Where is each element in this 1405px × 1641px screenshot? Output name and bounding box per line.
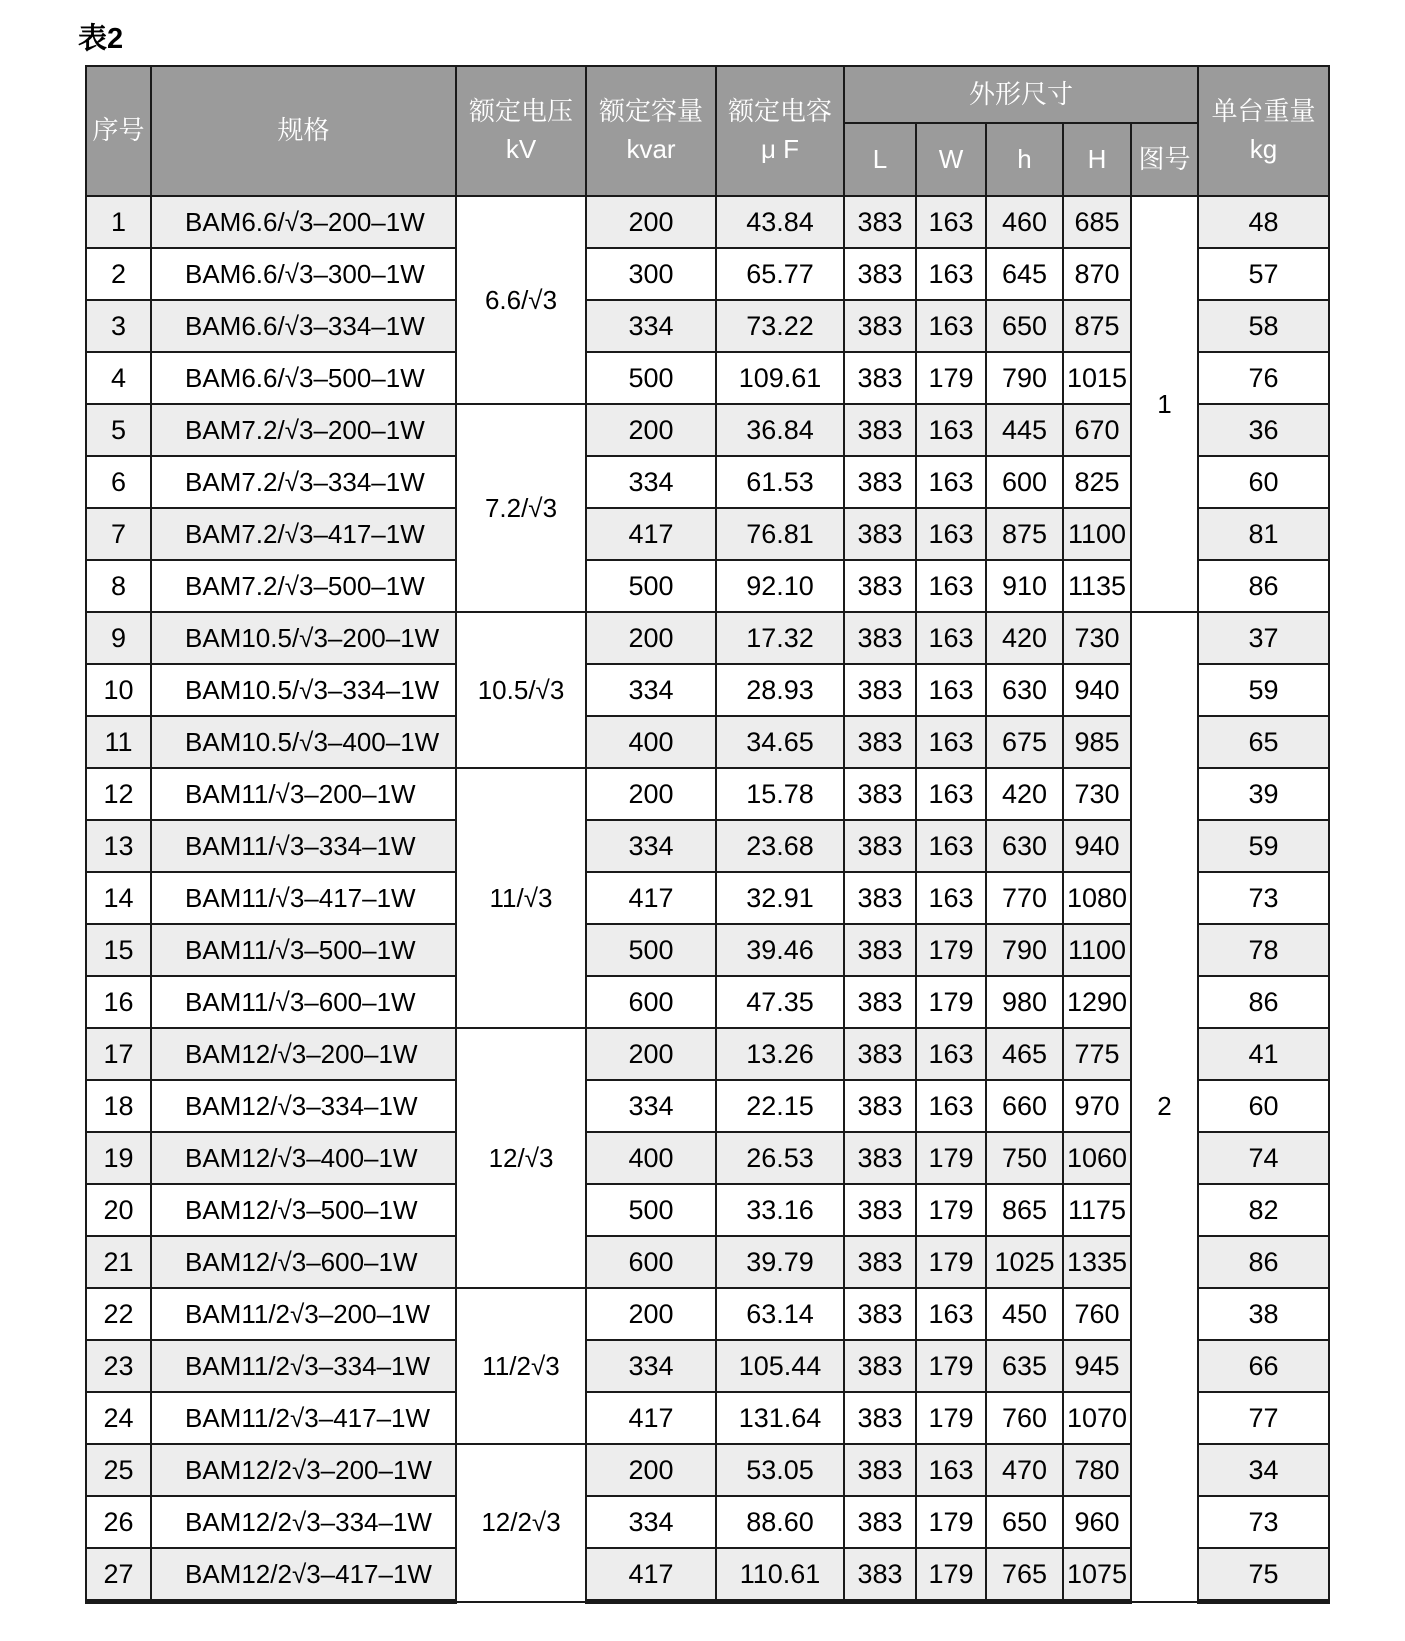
dim-l-cell: 383	[844, 1080, 916, 1132]
capacity-cell: 334	[586, 300, 716, 352]
capacitance-cell: 73.22	[716, 300, 844, 352]
dim-w-cell: 163	[916, 768, 986, 820]
dim-l-cell: 383	[844, 456, 916, 508]
capacity-cell: 200	[586, 404, 716, 456]
capacitance-cell: 105.44	[716, 1340, 844, 1392]
capacitance-cell: 39.46	[716, 924, 844, 976]
dim-h-cell: 470	[986, 1444, 1063, 1496]
capacitance-cell: 32.91	[716, 872, 844, 924]
voltage-cell: 11/√3	[456, 768, 586, 1028]
capacitance-cell: 23.68	[716, 820, 844, 872]
serial-cell: 19	[86, 1132, 151, 1184]
dim-w-cell: 163	[916, 716, 986, 768]
dim-l-cell: 383	[844, 1288, 916, 1340]
dim-hh-cell: 1175	[1063, 1184, 1131, 1236]
spec-cell: BAM12/√3–600–1W	[151, 1236, 456, 1288]
serial-cell: 1	[86, 196, 151, 248]
dim-l-cell: 383	[844, 196, 916, 248]
dim-h-cell: 645	[986, 248, 1063, 300]
dim-w-cell: 163	[916, 456, 986, 508]
serial-cell: 4	[86, 352, 151, 404]
dim-h-cell: 875	[986, 508, 1063, 560]
header-line-2: kg	[1249, 134, 1278, 164]
spec-cell: BAM6.6/√3–334–1W	[151, 300, 456, 352]
capacitance-cell: 33.16	[716, 1184, 844, 1236]
dim-h-cell: 760	[986, 1392, 1063, 1444]
capacity-cell: 417	[586, 872, 716, 924]
header-line-1: 额定电容	[727, 96, 832, 127]
dim-h-cell: 790	[986, 352, 1063, 404]
capacity-cell: 200	[586, 1444, 716, 1496]
serial-cell: 26	[86, 1496, 151, 1548]
dim-w-cell: 163	[916, 872, 986, 924]
dim-w-cell: 163	[916, 664, 986, 716]
spec-cell: BAM12/2√3–200–1W	[151, 1444, 456, 1496]
header-line-1: 额定电压	[468, 96, 573, 127]
dim-h-cell: 460	[986, 196, 1063, 248]
col-header-weight	[1198, 66, 1329, 196]
weight-cell: 75	[1198, 1548, 1329, 1602]
col-header-dimensions: 外形尺寸	[844, 66, 1198, 123]
spec-cell: BAM11/2√3–334–1W	[151, 1340, 456, 1392]
capacity-cell: 334	[586, 1496, 716, 1548]
capacity-cell: 600	[586, 976, 716, 1028]
capacitance-cell: 88.60	[716, 1496, 844, 1548]
serial-cell: 27	[86, 1548, 151, 1602]
dim-w-cell: 179	[916, 924, 986, 976]
col-header-spec: 规格	[151, 66, 456, 196]
dim-h-cell: 600	[986, 456, 1063, 508]
weight-cell: 39	[1198, 768, 1329, 820]
weight-cell: 58	[1198, 300, 1329, 352]
weight-cell: 86	[1198, 560, 1329, 612]
dim-hh-cell: 1080	[1063, 872, 1131, 924]
serial-cell: 20	[86, 1184, 151, 1236]
capacitance-cell: 63.14	[716, 1288, 844, 1340]
capacitance-cell: 61.53	[716, 456, 844, 508]
weight-cell: 86	[1198, 976, 1329, 1028]
dim-hh-cell: 1290	[1063, 976, 1131, 1028]
dim-hh-cell: 730	[1063, 612, 1131, 664]
dim-w-cell: 163	[916, 612, 986, 664]
dim-hh-cell: 1070	[1063, 1392, 1131, 1444]
col-header-capacitance	[716, 66, 844, 196]
dim-h-cell: 750	[986, 1132, 1063, 1184]
weight-cell: 60	[1198, 1080, 1329, 1132]
weight-cell: 74	[1198, 1132, 1329, 1184]
dim-l-cell: 383	[844, 1444, 916, 1496]
dim-hh-cell: 1135	[1063, 560, 1131, 612]
serial-cell: 7	[86, 508, 151, 560]
dim-hh-cell: 1335	[1063, 1236, 1131, 1288]
voltage-cell: 10.5/√3	[456, 612, 586, 768]
capacitance-cell: 28.93	[716, 664, 844, 716]
voltage-cell: 12/√3	[456, 1028, 586, 1288]
dim-l-cell: 383	[844, 664, 916, 716]
spec-cell: BAM6.6/√3–500–1W	[151, 352, 456, 404]
dim-l-cell: 383	[844, 404, 916, 456]
dim-w-cell: 179	[916, 1496, 986, 1548]
dim-hh-cell: 1100	[1063, 924, 1131, 976]
capacitance-cell: 26.53	[716, 1132, 844, 1184]
spec-cell: BAM7.2/√3–417–1W	[151, 508, 456, 560]
spec-cell: BAM7.2/√3–334–1W	[151, 456, 456, 508]
dim-h-cell: 765	[986, 1548, 1063, 1602]
weight-cell: 59	[1198, 664, 1329, 716]
spec-cell: BAM11/2√3–200–1W	[151, 1288, 456, 1340]
spec-cell: BAM10.5/√3–200–1W	[151, 612, 456, 664]
capacity-cell: 200	[586, 768, 716, 820]
serial-cell: 12	[86, 768, 151, 820]
table-body	[86, 196, 1329, 1602]
voltage-cell: 12/2√3	[456, 1444, 586, 1602]
dim-w-cell: 179	[916, 976, 986, 1028]
capacitance-cell: 15.78	[716, 768, 844, 820]
dim-w-cell: 163	[916, 248, 986, 300]
dim-l-cell: 383	[844, 924, 916, 976]
weight-cell: 73	[1198, 1496, 1329, 1548]
dim-w-cell: 163	[916, 300, 986, 352]
dim-w-cell: 179	[916, 1236, 986, 1288]
weight-cell: 38	[1198, 1288, 1329, 1340]
dim-h-cell: 865	[986, 1184, 1063, 1236]
table-header	[86, 66, 1329, 196]
dim-l-cell: 383	[844, 716, 916, 768]
weight-cell: 48	[1198, 196, 1329, 248]
capacitance-cell: 17.32	[716, 612, 844, 664]
dim-hh-cell: 825	[1063, 456, 1131, 508]
dim-hh-cell: 875	[1063, 300, 1131, 352]
capacity-cell: 417	[586, 1392, 716, 1444]
serial-cell: 11	[86, 716, 151, 768]
dim-w-cell: 163	[916, 404, 986, 456]
dim-h-cell: 465	[986, 1028, 1063, 1080]
dim-w-cell: 179	[916, 1548, 986, 1602]
header-line-1: 单台重量	[1211, 96, 1316, 127]
serial-cell: 8	[86, 560, 151, 612]
dim-w-cell: 163	[916, 1444, 986, 1496]
capacitance-cell: 109.61	[716, 352, 844, 404]
dim-h-cell: 420	[986, 612, 1063, 664]
weight-cell: 81	[1198, 508, 1329, 560]
capacity-cell: 400	[586, 716, 716, 768]
capacitance-cell: 43.84	[716, 196, 844, 248]
dim-hh-cell: 685	[1063, 196, 1131, 248]
dim-l-cell: 383	[844, 1184, 916, 1236]
capacitance-cell: 39.79	[716, 1236, 844, 1288]
dim-w-cell: 163	[916, 1288, 986, 1340]
spec-cell: BAM12/√3–200–1W	[151, 1028, 456, 1080]
spec-cell: BAM12/2√3–417–1W	[151, 1548, 456, 1602]
dim-h-cell: 675	[986, 716, 1063, 768]
dim-w-cell: 163	[916, 820, 986, 872]
dim-h-cell: 420	[986, 768, 1063, 820]
capacity-cell: 600	[586, 1236, 716, 1288]
dim-hh-cell: 870	[1063, 248, 1131, 300]
dim-l-cell: 383	[844, 1340, 916, 1392]
dim-l-cell: 383	[844, 872, 916, 924]
capacity-cell: 500	[586, 924, 716, 976]
serial-cell: 3	[86, 300, 151, 352]
figure-cell: 2	[1131, 612, 1198, 1602]
spec-table	[85, 65, 1330, 1604]
dim-h-cell: 650	[986, 1496, 1063, 1548]
dim-w-cell: 179	[916, 352, 986, 404]
col-header-dim-l: L	[844, 123, 916, 196]
capacitance-cell: 34.65	[716, 716, 844, 768]
capacity-cell: 200	[586, 1028, 716, 1080]
col-header-dim-w: W	[916, 123, 986, 196]
col-header-voltage	[456, 66, 586, 196]
dim-w-cell: 163	[916, 508, 986, 560]
capacity-cell: 200	[586, 1288, 716, 1340]
capacitance-cell: 47.35	[716, 976, 844, 1028]
capacitance-cell: 131.64	[716, 1392, 844, 1444]
spec-cell: BAM11/2√3–417–1W	[151, 1392, 456, 1444]
serial-cell: 2	[86, 248, 151, 300]
dim-hh-cell: 670	[1063, 404, 1131, 456]
header-line-2: kvar	[626, 134, 676, 164]
dim-hh-cell: 1015	[1063, 352, 1131, 404]
serial-cell: 18	[86, 1080, 151, 1132]
capacitance-cell: 110.61	[716, 1548, 844, 1602]
dim-l-cell: 383	[844, 248, 916, 300]
capacitance-cell: 13.26	[716, 1028, 844, 1080]
dim-h-cell: 630	[986, 664, 1063, 716]
capacitance-cell: 36.84	[716, 404, 844, 456]
dim-l-cell: 383	[844, 1548, 916, 1602]
capacity-cell: 417	[586, 508, 716, 560]
serial-cell: 14	[86, 872, 151, 924]
weight-cell: 78	[1198, 924, 1329, 976]
capacity-cell: 417	[586, 1548, 716, 1602]
weight-cell: 60	[1198, 456, 1329, 508]
serial-cell: 15	[86, 924, 151, 976]
spec-cell: BAM10.5/√3–400–1W	[151, 716, 456, 768]
header-line-2: kV	[505, 134, 537, 164]
capacity-cell: 334	[586, 1080, 716, 1132]
serial-cell: 16	[86, 976, 151, 1028]
dim-l-cell: 383	[844, 1028, 916, 1080]
table-row	[86, 196, 1329, 248]
dim-w-cell: 163	[916, 196, 986, 248]
capacity-cell: 300	[586, 248, 716, 300]
dim-w-cell: 179	[916, 1184, 986, 1236]
spec-cell: BAM11/√3–200–1W	[151, 768, 456, 820]
table-row	[86, 612, 1329, 664]
voltage-cell: 7.2/√3	[456, 404, 586, 612]
header-line-2: μ F	[760, 134, 800, 164]
serial-cell: 10	[86, 664, 151, 716]
dim-l-cell: 383	[844, 1496, 916, 1548]
figure-cell: 1	[1131, 196, 1198, 612]
dim-hh-cell: 1060	[1063, 1132, 1131, 1184]
capacitance-cell: 53.05	[716, 1444, 844, 1496]
spec-cell: BAM6.6/√3–300–1W	[151, 248, 456, 300]
weight-cell: 86	[1198, 1236, 1329, 1288]
dim-w-cell: 163	[916, 560, 986, 612]
spec-cell: BAM12/√3–400–1W	[151, 1132, 456, 1184]
dim-hh-cell: 970	[1063, 1080, 1131, 1132]
dim-w-cell: 163	[916, 1028, 986, 1080]
weight-cell: 37	[1198, 612, 1329, 664]
serial-cell: 6	[86, 456, 151, 508]
spec-cell: BAM6.6/√3–200–1W	[151, 196, 456, 248]
dim-hh-cell: 945	[1063, 1340, 1131, 1392]
dim-l-cell: 383	[844, 352, 916, 404]
dim-h-cell: 790	[986, 924, 1063, 976]
header-line-1: 额定容量	[598, 96, 703, 127]
weight-cell: 57	[1198, 248, 1329, 300]
capacitance-cell: 65.77	[716, 248, 844, 300]
dim-l-cell: 383	[844, 768, 916, 820]
serial-cell: 21	[86, 1236, 151, 1288]
spec-cell: BAM11/√3–600–1W	[151, 976, 456, 1028]
dim-h-cell: 635	[986, 1340, 1063, 1392]
dim-h-cell: 980	[986, 976, 1063, 1028]
serial-cell: 17	[86, 1028, 151, 1080]
spec-cell: BAM12/√3–500–1W	[151, 1184, 456, 1236]
dim-h-cell: 650	[986, 300, 1063, 352]
serial-cell: 5	[86, 404, 151, 456]
dim-l-cell: 383	[844, 820, 916, 872]
spec-cell: BAM12/√3–334–1W	[151, 1080, 456, 1132]
dim-l-cell: 383	[844, 1236, 916, 1288]
capacity-cell: 400	[586, 1132, 716, 1184]
capacitance-cell: 22.15	[716, 1080, 844, 1132]
capacity-cell: 500	[586, 560, 716, 612]
dim-w-cell: 179	[916, 1392, 986, 1444]
spec-cell: BAM10.5/√3–334–1W	[151, 664, 456, 716]
col-header-serial: 序号	[86, 66, 151, 196]
spec-cell: BAM12/2√3–334–1W	[151, 1496, 456, 1548]
capacity-cell: 500	[586, 1184, 716, 1236]
spec-cell: BAM11/√3–334–1W	[151, 820, 456, 872]
capacitance-cell: 76.81	[716, 508, 844, 560]
weight-cell: 82	[1198, 1184, 1329, 1236]
dim-hh-cell: 775	[1063, 1028, 1131, 1080]
weight-cell: 65	[1198, 716, 1329, 768]
spec-cell: BAM11/√3–417–1W	[151, 872, 456, 924]
serial-cell: 24	[86, 1392, 151, 1444]
dim-h-cell: 630	[986, 820, 1063, 872]
spec-cell: BAM7.2/√3–200–1W	[151, 404, 456, 456]
dim-h-cell: 770	[986, 872, 1063, 924]
capacity-cell: 334	[586, 664, 716, 716]
capacity-cell: 200	[586, 612, 716, 664]
weight-cell: 73	[1198, 872, 1329, 924]
capacitance-cell: 92.10	[716, 560, 844, 612]
serial-cell: 13	[86, 820, 151, 872]
dim-l-cell: 383	[844, 1132, 916, 1184]
dim-h-cell: 660	[986, 1080, 1063, 1132]
weight-cell: 41	[1198, 1028, 1329, 1080]
col-header-dim-hh: H	[1063, 123, 1131, 196]
dim-hh-cell: 985	[1063, 716, 1131, 768]
dim-hh-cell: 780	[1063, 1444, 1131, 1496]
dim-l-cell: 383	[844, 508, 916, 560]
dim-hh-cell: 730	[1063, 768, 1131, 820]
dim-l-cell: 383	[844, 976, 916, 1028]
weight-cell: 66	[1198, 1340, 1329, 1392]
spec-cell: BAM7.2/√3–500–1W	[151, 560, 456, 612]
weight-cell: 59	[1198, 820, 1329, 872]
dim-w-cell: 163	[916, 1080, 986, 1132]
voltage-cell: 6.6/√3	[456, 196, 586, 404]
spec-cell: BAM11/√3–500–1W	[151, 924, 456, 976]
voltage-cell: 11/2√3	[456, 1288, 586, 1444]
dim-hh-cell: 960	[1063, 1496, 1131, 1548]
capacity-cell: 334	[586, 1340, 716, 1392]
weight-cell: 76	[1198, 352, 1329, 404]
capacity-cell: 200	[586, 196, 716, 248]
weight-cell: 36	[1198, 404, 1329, 456]
capacity-cell: 334	[586, 820, 716, 872]
dim-l-cell: 383	[844, 612, 916, 664]
header-row-main	[86, 66, 1329, 123]
dim-hh-cell: 1075	[1063, 1548, 1131, 1602]
dim-hh-cell: 940	[1063, 664, 1131, 716]
col-header-figure: 图号	[1131, 123, 1198, 196]
weight-cell: 77	[1198, 1392, 1329, 1444]
serial-cell: 9	[86, 612, 151, 664]
dim-h-cell: 450	[986, 1288, 1063, 1340]
serial-cell: 25	[86, 1444, 151, 1496]
page-title: 表2	[78, 23, 124, 55]
dim-w-cell: 179	[916, 1340, 986, 1392]
col-header-dim-h: h	[986, 123, 1063, 196]
dim-h-cell: 445	[986, 404, 1063, 456]
serial-cell: 23	[86, 1340, 151, 1392]
dim-w-cell: 179	[916, 1132, 986, 1184]
dim-l-cell: 383	[844, 300, 916, 352]
serial-cell: 22	[86, 1288, 151, 1340]
weight-cell: 34	[1198, 1444, 1329, 1496]
dim-h-cell: 1025	[986, 1236, 1063, 1288]
capacity-cell: 334	[586, 456, 716, 508]
capacity-cell: 500	[586, 352, 716, 404]
dim-l-cell: 383	[844, 560, 916, 612]
dim-h-cell: 910	[986, 560, 1063, 612]
dim-hh-cell: 760	[1063, 1288, 1131, 1340]
dim-hh-cell: 940	[1063, 820, 1131, 872]
col-header-capacity	[586, 66, 716, 196]
dim-l-cell: 383	[844, 1392, 916, 1444]
dim-hh-cell: 1100	[1063, 508, 1131, 560]
